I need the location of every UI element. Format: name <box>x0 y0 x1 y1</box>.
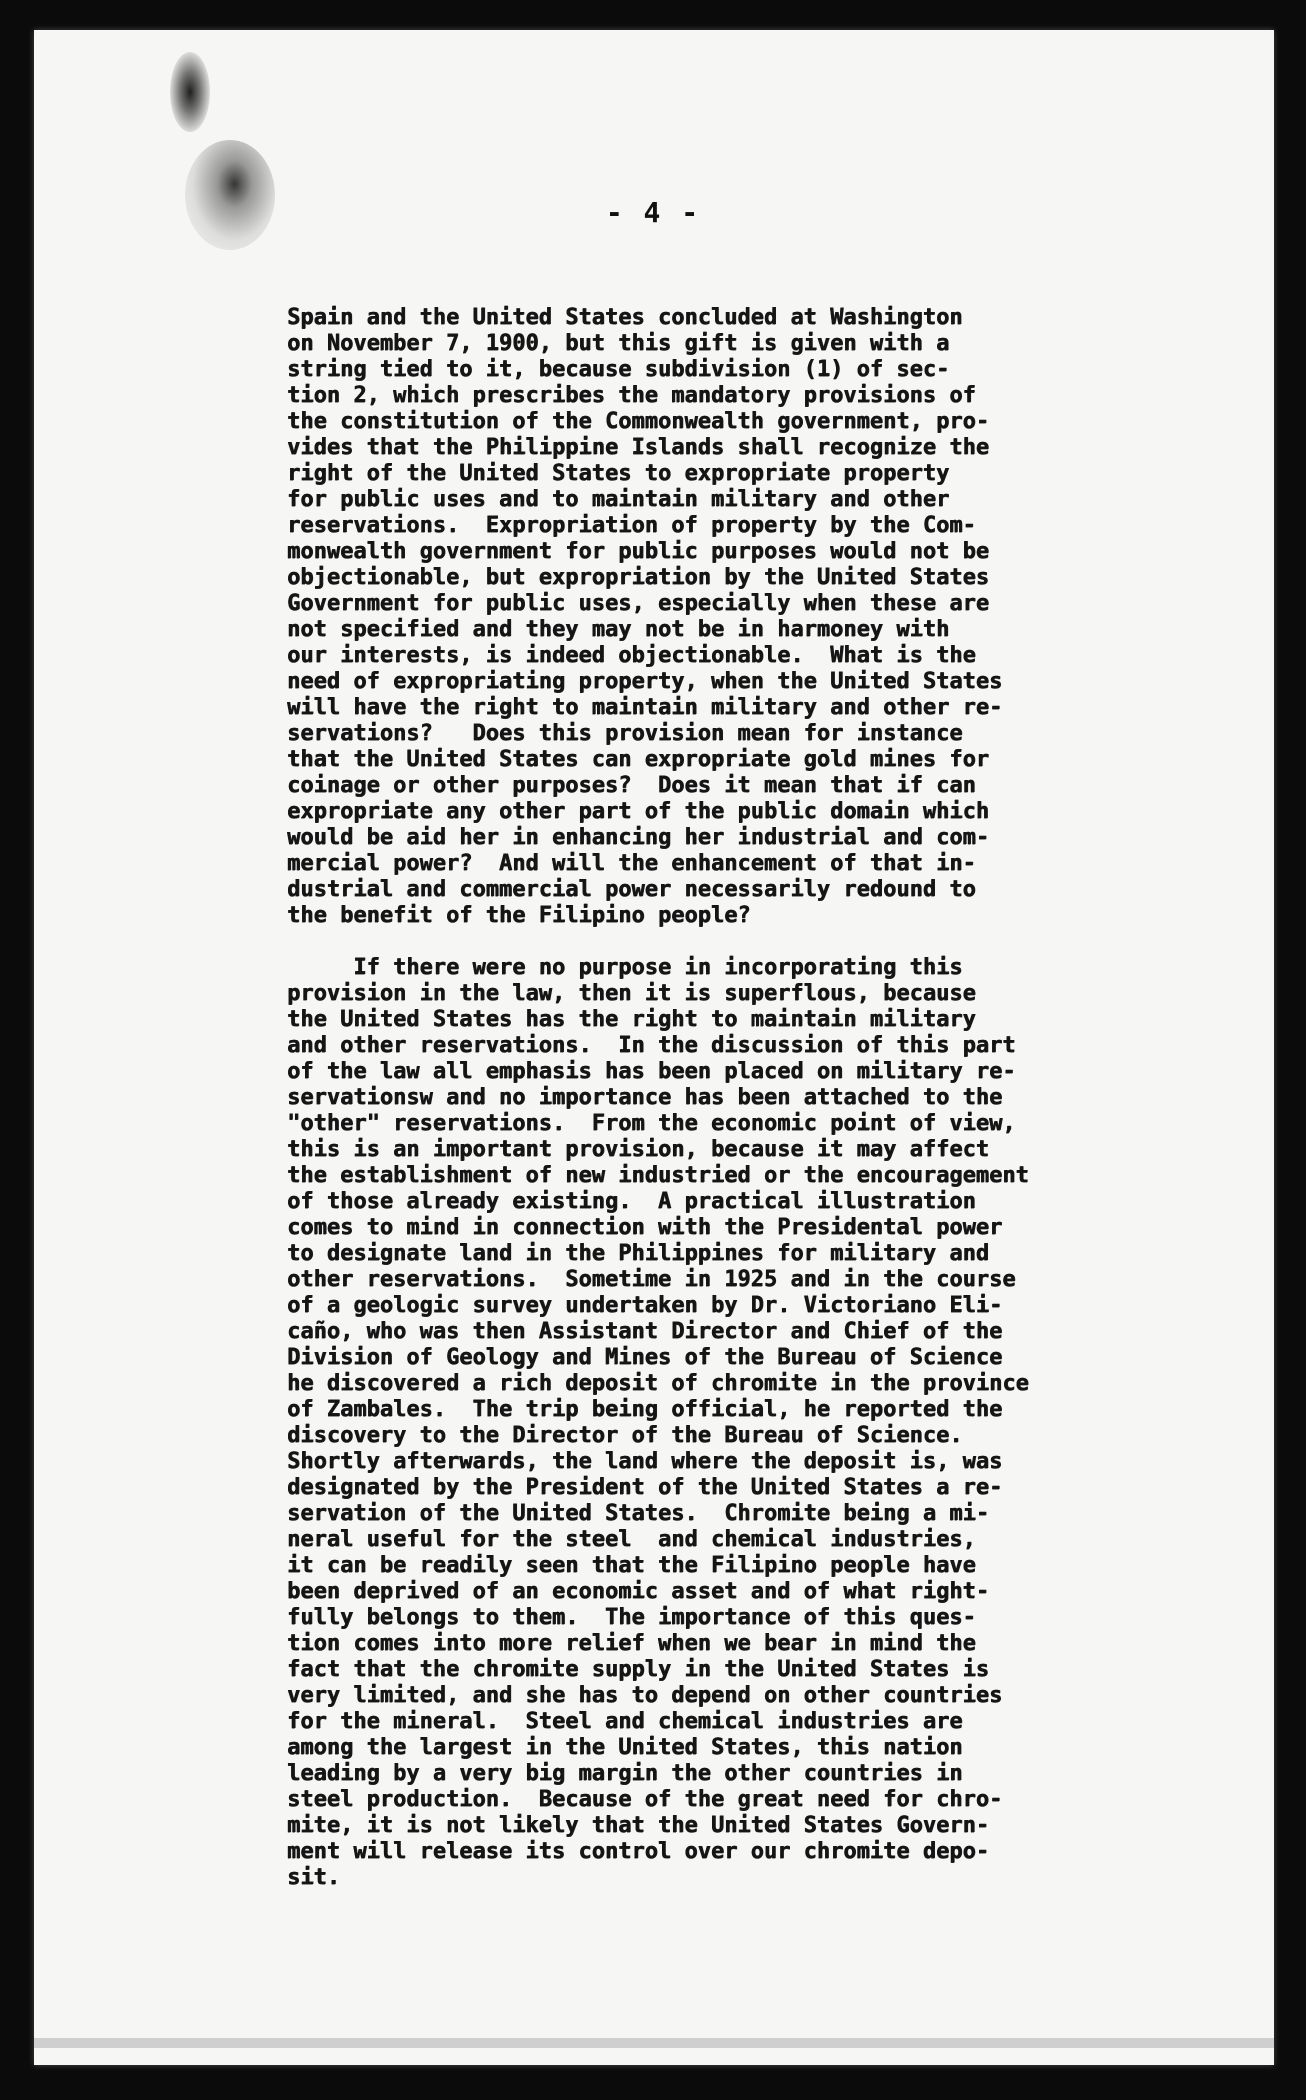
text-line: right of the United States to expropriate property <box>287 461 950 486</box>
text-line: vides that the Philippine Islands shall recognize the <box>287 435 989 460</box>
document-body <box>287 305 1167 1891</box>
page-number: - 4 - <box>605 196 701 229</box>
text-line: servationsw and no importance has been attached to the <box>287 1085 1003 1110</box>
text-line: monwealth government for public purposes would not be <box>287 539 989 564</box>
text-line: coinage or other purposes? Does it mean that if can <box>287 773 976 798</box>
text-line: ment will release its control over our chromite depo- <box>287 1839 989 1864</box>
text-line: the United States has the right to maintain military <box>287 1007 976 1032</box>
text-line: "other" reservations. From the economic point of view, <box>287 1111 1016 1136</box>
text-line: Government for public uses, especially when these are <box>287 591 989 616</box>
text-line: Shortly afterwards, the land where the deposit is, was <box>287 1449 1003 1474</box>
text-line: comes to mind in connection with the Presidental power <box>287 1215 1003 1240</box>
text-line: to designate land in the Philippines for military and <box>287 1241 989 1266</box>
text-line: steel production. Because of the great need for chro- <box>287 1787 1003 1812</box>
text-line: dustrial and commercial power necessarily redound to <box>287 877 976 902</box>
text-line: fact that the chromite supply in the United States is <box>287 1657 989 1682</box>
text-line: among the largest in the United States, this nation <box>287 1735 963 1760</box>
text-line: that the United States can expropriate gold mines for <box>287 747 989 772</box>
text-line: and other reservations. In the discussion of this part <box>287 1033 1016 1058</box>
text-line: our interests, is indeed objectionable. What is the <box>287 643 976 668</box>
text-line: of Zambales. The trip being official, he reported the <box>287 1397 1003 1422</box>
text-line: sit. <box>287 1865 340 1890</box>
text-line: other reservations. Sometime in 1925 and in the course <box>287 1267 1016 1292</box>
text-line: this is an important provision, because it may affect <box>287 1137 989 1162</box>
text-line: neral useful for the steel and chemical industries, <box>287 1527 976 1552</box>
text-line: mite, it is not likely that the United States Govern- <box>287 1813 989 1838</box>
text-line: mercial power? And will the enhancement of that in- <box>287 851 976 876</box>
text-line: reservations. Expropriation of property by the Com- <box>287 513 976 538</box>
text-line: Spain and the United States concluded at Washington <box>287 305 963 330</box>
text-line: tion 2, which prescribes the mandatory provisions of <box>287 383 976 408</box>
text-line: would be aid her in enhancing her industrial and com- <box>287 825 989 850</box>
text-line: the constitution of the Commonwealth government, pro- <box>287 409 989 434</box>
text-line: string tied to it, because subdivision (1) of sec- <box>287 357 950 382</box>
text-line: of the law all emphasis has been placed on military re- <box>287 1059 1016 1084</box>
page-edge <box>34 2038 1274 2048</box>
text-line: of those already existing. A practical illustration <box>287 1189 976 1214</box>
paragraph-gap <box>287 929 1167 955</box>
text-line: If there were no purpose in incorporating this <box>287 955 963 980</box>
ink-smudge-mark <box>170 52 210 132</box>
text-line: need of expropriating property, when the United States <box>287 669 1003 694</box>
text-line: discovery to the Director of the Bureau of Science. <box>287 1423 963 1448</box>
text-line: objectionable, but expropriation by the United States <box>287 565 989 590</box>
text-line: tion comes into more relief when we bear in mind the <box>287 1631 976 1656</box>
text-line: provision in the law, then it is superflous, because <box>287 981 976 1006</box>
text-line: for the mineral. Steel and chemical industries are <box>287 1709 963 1734</box>
text-line: Division of Geology and Mines of the Bureau of Science <box>287 1345 1003 1370</box>
paragraph <box>287 955 1167 1891</box>
text-line: servations? Does this provision mean for instance <box>287 721 963 746</box>
text-line: designated by the President of the United States a re- <box>287 1475 1003 1500</box>
text-line: caño, who was then Assistant Director and Chief of the <box>287 1319 1003 1344</box>
paragraph <box>287 305 1167 929</box>
text-line: it can be readily seen that the Filipino people have <box>287 1553 976 1578</box>
text-line: the establishment of new industried or the encouragement <box>287 1163 1029 1188</box>
text-line: will have the right to maintain military and other re- <box>287 695 1003 720</box>
text-line: he discovered a rich deposit of chromite in the province <box>287 1371 1029 1396</box>
text-line: very limited, and she has to depend on other countries <box>287 1683 1003 1708</box>
text-line: the benefit of the Filipino people? <box>287 903 751 928</box>
text-line: servation of the United States. Chromite being a mi- <box>287 1501 989 1526</box>
ink-smudge-mark <box>185 140 275 250</box>
text-line: for public uses and to maintain military and other <box>287 487 950 512</box>
text-line: fully belongs to them. The importance of this ques- <box>287 1605 976 1630</box>
text-line: leading by a very big margin the other countries in <box>287 1761 963 1786</box>
text-line: on November 7, 1900, but this gift is given with a <box>287 331 950 356</box>
text-line: been deprived of an economic asset and of what right- <box>287 1579 989 1604</box>
text-line: of a geologic survey undertaken by Dr. Victoriano Eli- <box>287 1293 1003 1318</box>
text-line: expropriate any other part of the public domain which <box>287 799 989 824</box>
text-line: not specified and they may not be in harmoney with <box>287 617 950 642</box>
